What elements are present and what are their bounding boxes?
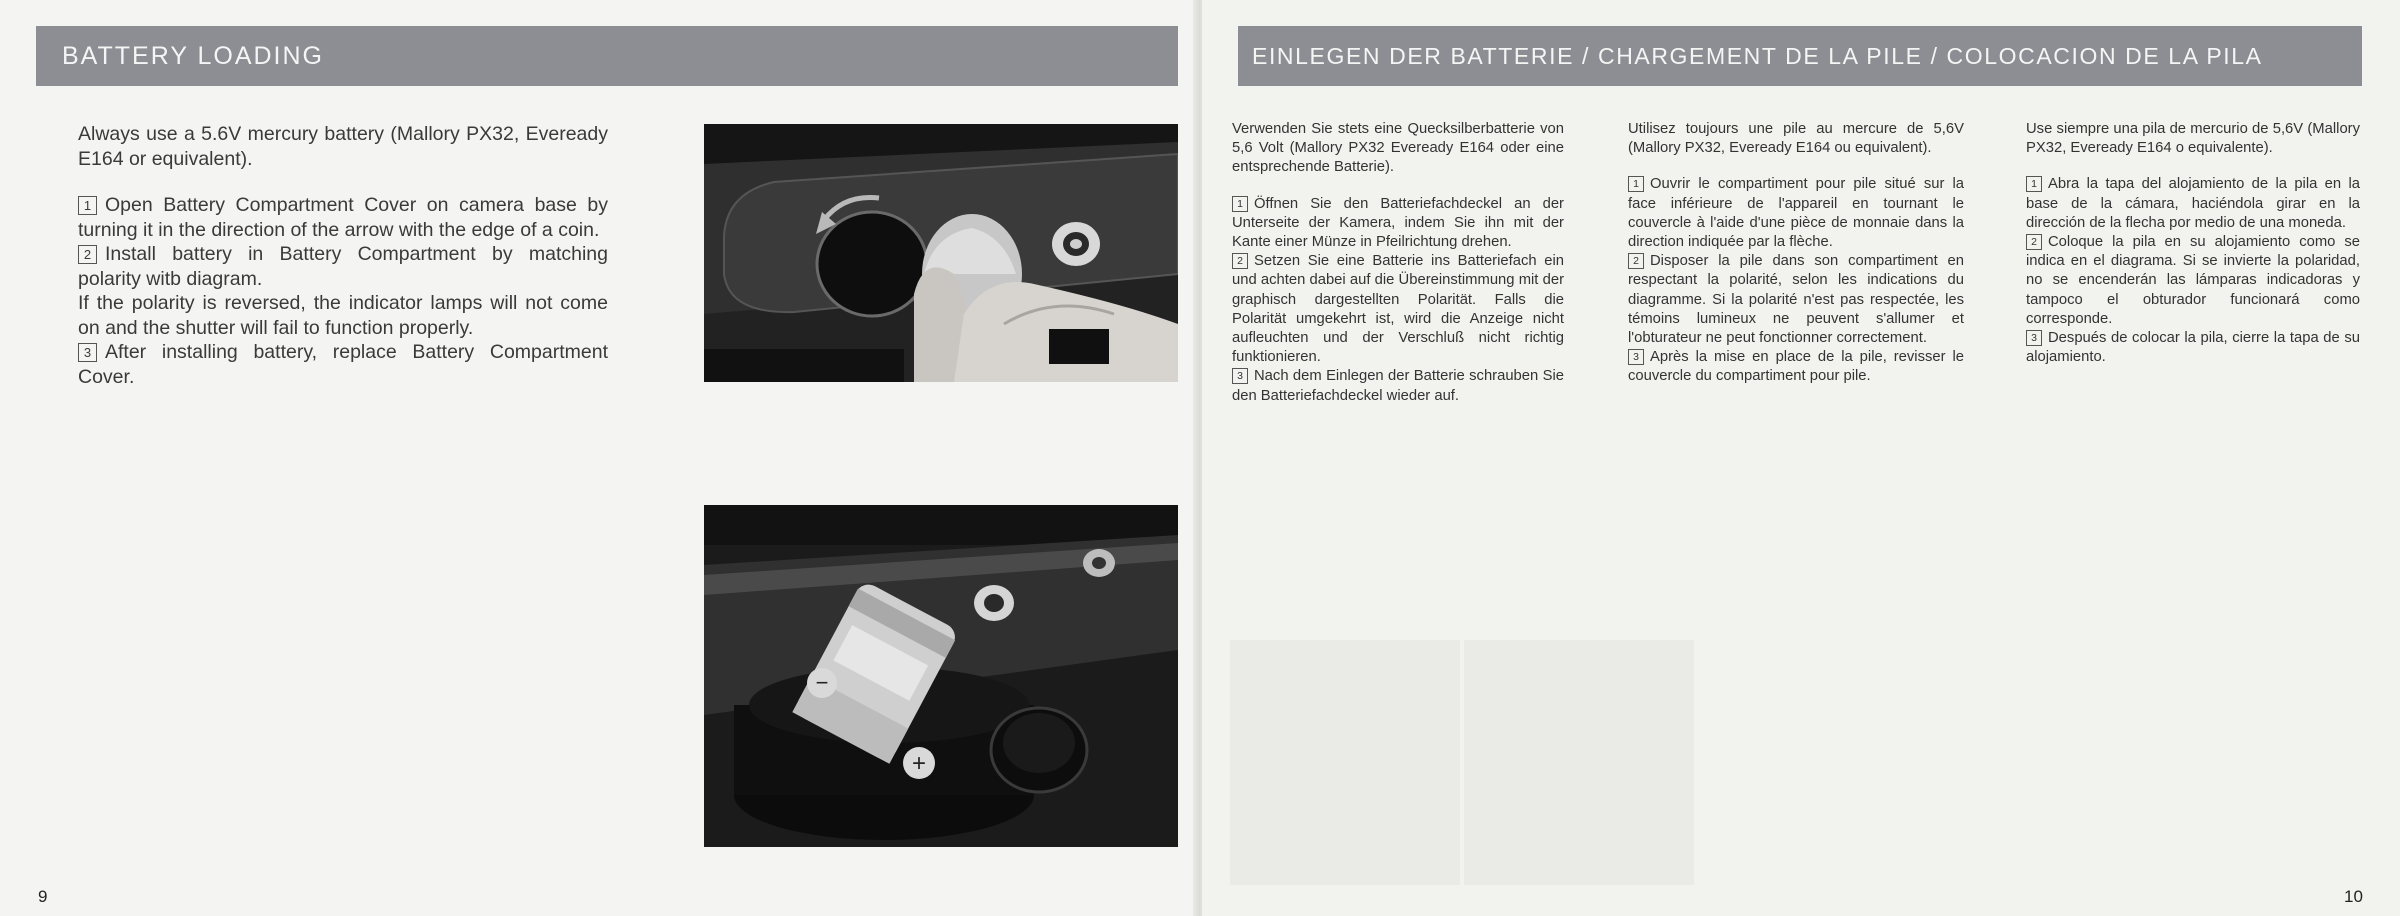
- page-number-right: 10: [2344, 887, 2363, 906]
- spanish-step-1-text: Abra la tapa del alojamiento de la pila en la base de la cámara, haciéndola girar en la dirección de la flecha por medio de una moneda.: [2026, 176, 2360, 231]
- french-step-3: [1628, 348, 1964, 386]
- page-number-left: 9: [38, 887, 48, 906]
- french-step-2-text: Disposer la pile dans son compartiment en respectant la polarité, selon les indications du diagramme. Si la polarité n'est pas respectée, les témoins lumineux ne peuvent s'allumer et l'obturateur ne peut fonctionner correctement.: [1628, 253, 1964, 347]
- french-step-2: [1628, 252, 1964, 348]
- left-step-3-text: After installing battery, replace Battery Compartment Cover.: [78, 341, 608, 388]
- left-step-2: [78, 242, 608, 291]
- spanish-step-3: [2026, 329, 2360, 367]
- spanish-column: [2026, 120, 2360, 367]
- left-step-2-text: Install battery in Battery Compartment by matching polarity witb diagram.: [78, 243, 608, 290]
- camera-coin-photo: [704, 124, 1178, 382]
- spanish-step-1: [2026, 175, 2360, 233]
- spanish-step-2: [2026, 233, 2360, 329]
- bleed-through-image: [1464, 640, 1694, 885]
- minus-mark: −: [815, 670, 829, 695]
- spanish-step-2-text: Coloque la pila en su alojamiento como se indica en el diagrama. Si se invierte la polaridad, no se encenderán las lámparas indicadoras y tampoco el obturador funcionará como corresponde.: [2026, 234, 2360, 327]
- french-intro: Utilisez toujours une pile au mercure de 5,6V (Mallory PX32, Eveready E164 ou equivalent).: [1628, 121, 1964, 157]
- french-step-1-text: Ouvrir le compartiment pour pile situé sur la face inférieure de l'appareil en tournant le couvercle à l'aide d'une pièce de monnaie dans la direction indiquée par la flèche.: [1628, 176, 1964, 251]
- left-page: [0, 0, 1198, 916]
- step-number-box: 1: [1232, 196, 1248, 212]
- left-step-3: [78, 340, 608, 389]
- step-number-box: 3: [2026, 330, 2042, 346]
- step-number-box: 2: [1232, 253, 1248, 269]
- right-page-header: EINLEGEN DER BATTERIE / CHARGEMENT DE LA PILE / COLOCACION DE LA PILA: [1238, 26, 2362, 86]
- step-number-box: 2: [1628, 253, 1644, 269]
- left-step-1: [78, 193, 608, 242]
- bleed-through-image: [1230, 640, 1460, 885]
- left-page-header: BATTERY LOADING: [36, 26, 1178, 86]
- german-step-2-text: Setzen Sie eine Batterie ins Batteriefach ein und achten dabei auf die Übereinstimmung mit der graphisch dargestellten Polarität. Falls die Polarität umgekehrt ist, wird die Anzeige nicht aufleuchten und der Verschluß nicht richtig funktionieren.: [1232, 253, 1564, 366]
- left-instructions: [78, 122, 608, 389]
- german-step-3: [1232, 367, 1564, 405]
- left-step-1-text: Open Battery Compartment Cover on camera base by turning it in the direction of the arrow with the edge of a coin.: [78, 194, 608, 241]
- left-intro: Always use a 5.6V mercury battery (Mallory PX32, Eveready E164 or equivalent).: [78, 123, 608, 170]
- plus-mark: +: [911, 750, 927, 777]
- french-column: [1628, 120, 1964, 387]
- photo-coin-opening-cover: [704, 124, 1178, 382]
- german-intro: Verwenden Sie stets eine Quecksilberbatterie von 5,6 Volt (Mallory PX32 Eveready E164 oder eine entsprechende Batterie).: [1232, 121, 1564, 176]
- german-column: [1232, 120, 1564, 406]
- step-number-box: 3: [78, 343, 97, 362]
- french-step-3-text: Après la mise en place de la pile, revisser le couvercle du compartiment pour pile.: [1628, 349, 1964, 385]
- step-number-box: 2: [78, 245, 97, 264]
- step-number-box: 3: [1628, 349, 1644, 365]
- photo-battery-installed: [704, 505, 1178, 847]
- step-number-box: 1: [78, 196, 97, 215]
- german-step-1-text: Öffnen Sie den Batteriefachdeckel an der Unterseite der Kamera, indem Sie ihn mit der Kante einer Münze in Pfeilrichtung drehen.: [1232, 195, 1564, 251]
- step-number-box: 1: [1628, 176, 1644, 192]
- spanish-intro: Use siempre una pila de mercurio de 5,6V (Mallory PX32, Eveready E164 o equivalente).: [2026, 121, 2360, 157]
- step-number-box: 1: [2026, 176, 2042, 192]
- german-step-3-text: Nach dem Einlegen der Batterie schrauben Sie den Batteriefachdeckel wieder auf.: [1232, 368, 1564, 404]
- left-polarity-note: If the polarity is reversed, the indicator lamps will not come on and the shutter will fail to function properly.: [78, 292, 608, 339]
- step-number-box: 2: [2026, 234, 2042, 250]
- german-step-2: [1232, 252, 1564, 367]
- camera-battery-photo: [704, 505, 1178, 847]
- french-step-1: [1628, 175, 1964, 252]
- german-step-1: [1232, 195, 1564, 253]
- step-number-box: 3: [1232, 368, 1248, 384]
- spanish-step-3-text: Después de colocar la pila, cierre la tapa de su alojamiento.: [2026, 330, 2360, 366]
